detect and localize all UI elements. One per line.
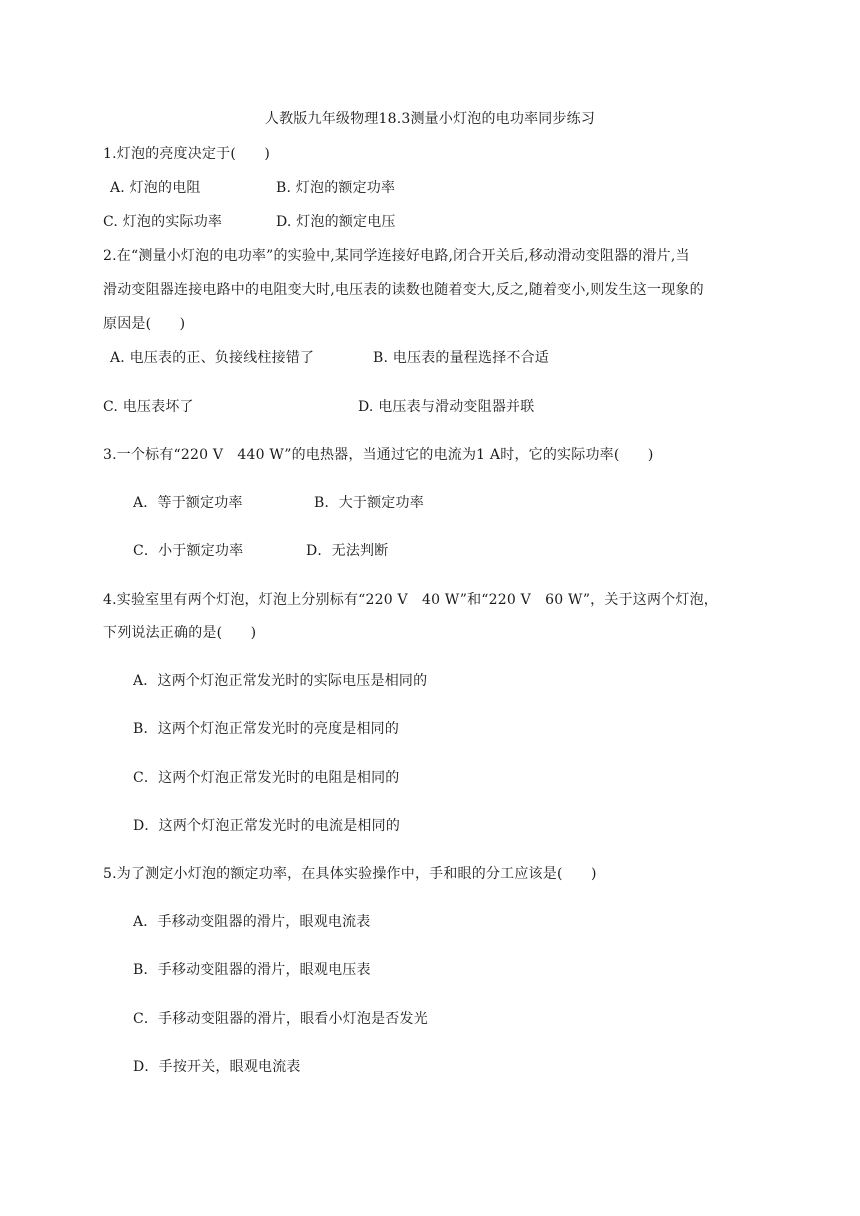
question-5-stem: 5.为了测定小灯泡的额定功率，在具体实验操作中，手和眼的分工应该是( )	[103, 866, 597, 882]
question-4-option-d: D．这两个灯泡正常发光时的电流是相同的	[133, 818, 401, 834]
question-2-option-b: B. 电压表的量程选择不合适	[373, 350, 549, 366]
question-1-stem: 1.灯泡的亮度决定于( )	[103, 146, 271, 162]
question-1-option-a: A. 灯泡的电阻	[110, 180, 201, 196]
question-4-stem-line-2: 下列说法正确的是( )	[103, 625, 257, 641]
question-3-option-c: C．小于额定功率	[133, 543, 244, 559]
question-2-option-c: C. 电压表坏了	[103, 399, 194, 415]
question-4-option-a: A．这两个灯泡正常发光时的实际电压是相同的	[133, 673, 428, 689]
question-1-option-d: D. 灯泡的额定电压	[276, 214, 396, 230]
question-4-option-b: B．这两个灯泡正常发光时的亮度是相同的	[133, 721, 400, 737]
question-5-option-c: C．手移动变阻器的滑片，眼看小灯泡是否发光	[133, 1011, 428, 1027]
question-5-option-b: B．手移动变阻器的滑片，眼观电压表	[133, 962, 371, 978]
question-1-option-c: C. 灯泡的实际功率	[103, 214, 223, 230]
question-4-stem-line-1: 4.实验室里有两个灯泡，灯泡上分别标有“220 V 40 W”和“220 V 60 W”，关于这两个灯泡，	[103, 592, 718, 608]
question-5-option-a: A．手移动变阻器的滑片，眼观电流表	[133, 914, 371, 930]
question-4-option-c: C．这两个灯泡正常发光时的电阻是相同的	[133, 770, 400, 786]
question-3-option-d: D．无法判断	[306, 543, 389, 559]
question-2-stem-line-2: 滑动变阻器连接电路中的电阻变大时,电压表的读数也随着变大,反之,随着变小,则发生这一现象的	[103, 282, 704, 298]
question-1-option-b: B. 灯泡的额定功率	[276, 180, 396, 196]
question-3-stem: 3.一个标有“220 V 440 W”的电热器，当通过它的电流为1 A时，它的实际功率( )	[103, 447, 654, 463]
question-2-stem-line-3: 原因是( )	[103, 316, 186, 332]
question-2-option-a: A. 电压表的正、负接线柱接错了	[110, 350, 315, 366]
question-3-option-a: A．等于额定功率	[133, 495, 243, 511]
question-2-option-d: D. 电压表与滑动变阻器并联	[358, 399, 535, 415]
question-5-option-d: D．手按开关，眼观电流表	[133, 1059, 301, 1075]
question-3-option-b: B．大于额定功率	[314, 495, 424, 511]
question-2-stem-line-1: 2.在“测量小灯泡的电功率”的实验中,某同学连接好电路,闭合开关后,移动滑动变阻器的滑片,当	[103, 248, 690, 264]
document-title: 人教版九年级物理18.3测量小灯泡的电功率同步练习	[264, 111, 596, 127]
